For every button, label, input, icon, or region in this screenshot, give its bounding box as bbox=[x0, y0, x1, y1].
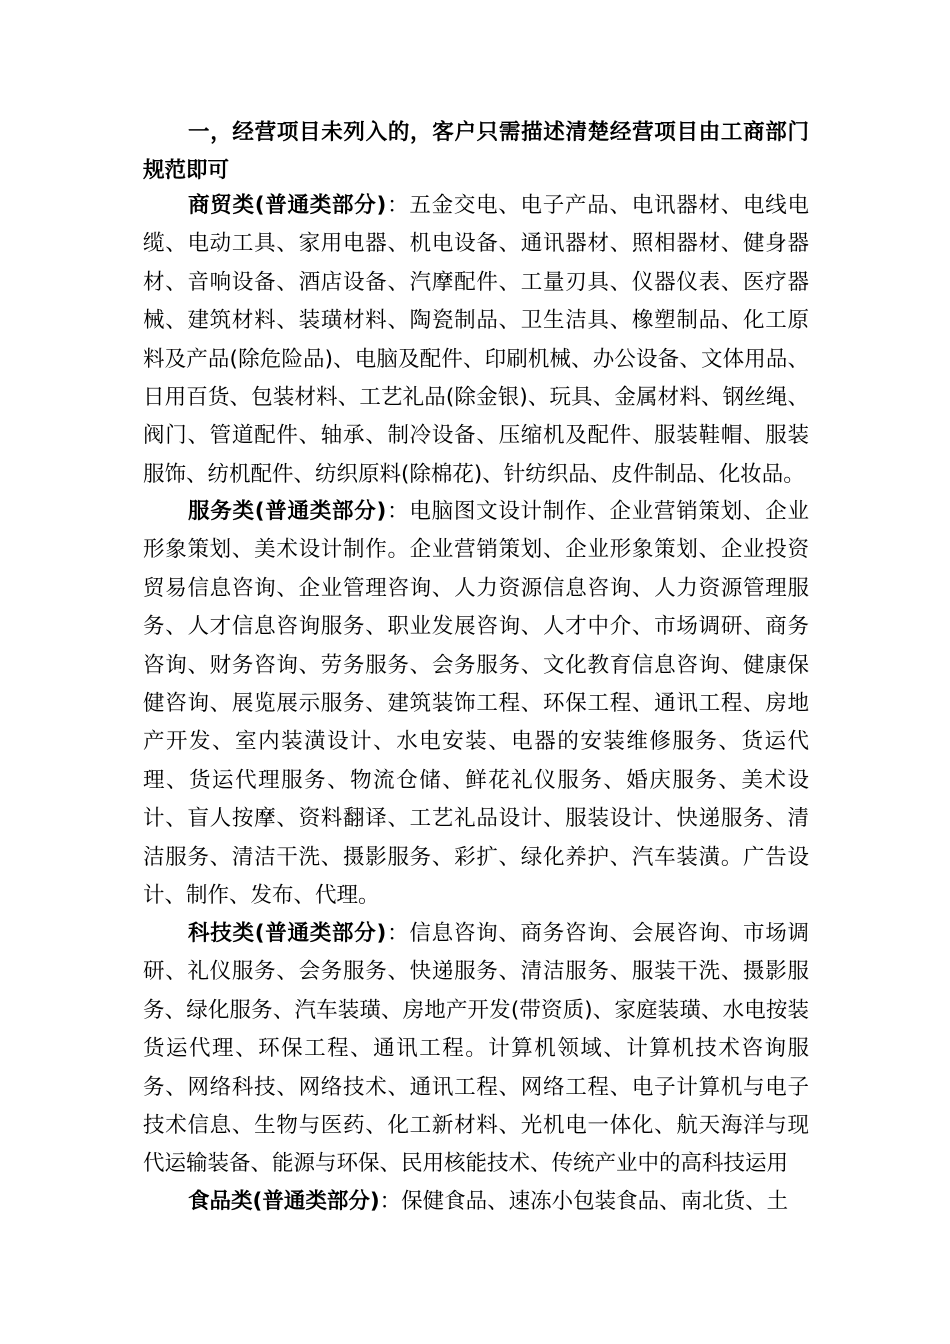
paragraph-service bbox=[143, 493, 809, 915]
category-label-food: 食品类(普通类部分) bbox=[188, 1189, 380, 1214]
paragraph-tech bbox=[143, 915, 809, 1184]
paragraph-text-tech: 信息咨询、商务咨询、会展咨询、市场调研、礼仪服务、会务服务、快递服务、清洁服务、服装干洗、摄影服务、绿化服务、汽车装璜、房地产开发(带资质)、家庭装璜、水电按装货运代理、环保工程、通讯工程。计算机领域、计算机技术咨询服务、网络科技、网络技术、通讯工程、网络工程、电子计算机与电子技术信息、生物与医药、化工新材料、光机电一体化、航天海洋与现代运输装备、能源与环保、民用核能技术、传统产业中的高科技运用 bbox=[143, 921, 809, 1177]
section-heading: 一，经营项目未列入的，客户只需描述清楚经营项目由工商部门规范即可 bbox=[143, 120, 809, 183]
paragraph-text-food: 保健食品、速冻小包装食品、南北货、土 bbox=[401, 1189, 789, 1214]
separator: ： bbox=[386, 921, 410, 946]
paragraph-text-trade: 五金交电、电子产品、电讯器材、电线电缆、电动工具、家用电器、机电设备、通讯器材、照相器材、健身器材、音响设备、酒店设备、汽摩配件、工量刃具、仪器仪表、医疗器械、建筑材料、装璜材料、陶瓷制品、卫生洁具、橡塑制品、化工原料及产品(除危险品)、电脑及配件、印刷机械、办公设备、文体用品、日用百货、包装材料、工艺礼品(除金银)、玩具、金属材料、钢丝绳、阀门、管道配件、轴承、制冷设备、压缩机及配件、服装鞋帽、服装服饰、纺机配件、纺织原料(除棉花)、针纺织品、皮件制品、化妆品。 bbox=[143, 193, 809, 487]
paragraph-trade bbox=[143, 187, 809, 494]
separator: ： bbox=[386, 193, 410, 218]
category-label-trade: 商贸类(普通类部分) bbox=[188, 193, 387, 218]
category-label-service: 服务类(普通类部分) bbox=[188, 499, 387, 524]
separator: ： bbox=[386, 499, 410, 524]
paragraph-text-service: 电脑图文设计制作、企业营销策划、企业形象策划、美术设计制作。企业营销策划、企业形象策划、企业投资贸易信息咨询、企业管理咨询、人力资源信息咨询、人力资源管理服务、人才信息咨询服务、职业发展咨询、人才中介、市场调研、商务咨询、财务咨询、劳务服务、会务服务、文化教育信息咨询、健康保健咨询、展览展示服务、建筑装饰工程、环保工程、通讯工程、房地产开发、室内装潢设计、水电安装、电器的安装维修服务、货运代理、货运代理服务、物流仓储、鲜花礼仪服务、婚庆服务、美术设计、盲人按摩、资料翻译、工艺礼品设计、服装设计、快递服务、清洁服务、清洁干洗、摄影服务、彩扩、绿化养护、汽车装潢。广告设计、制作、发布、代理。 bbox=[143, 499, 809, 909]
separator: ： bbox=[379, 1189, 402, 1214]
category-label-tech: 科技类(普通类部分) bbox=[188, 921, 387, 946]
paragraph-food bbox=[143, 1183, 809, 1221]
